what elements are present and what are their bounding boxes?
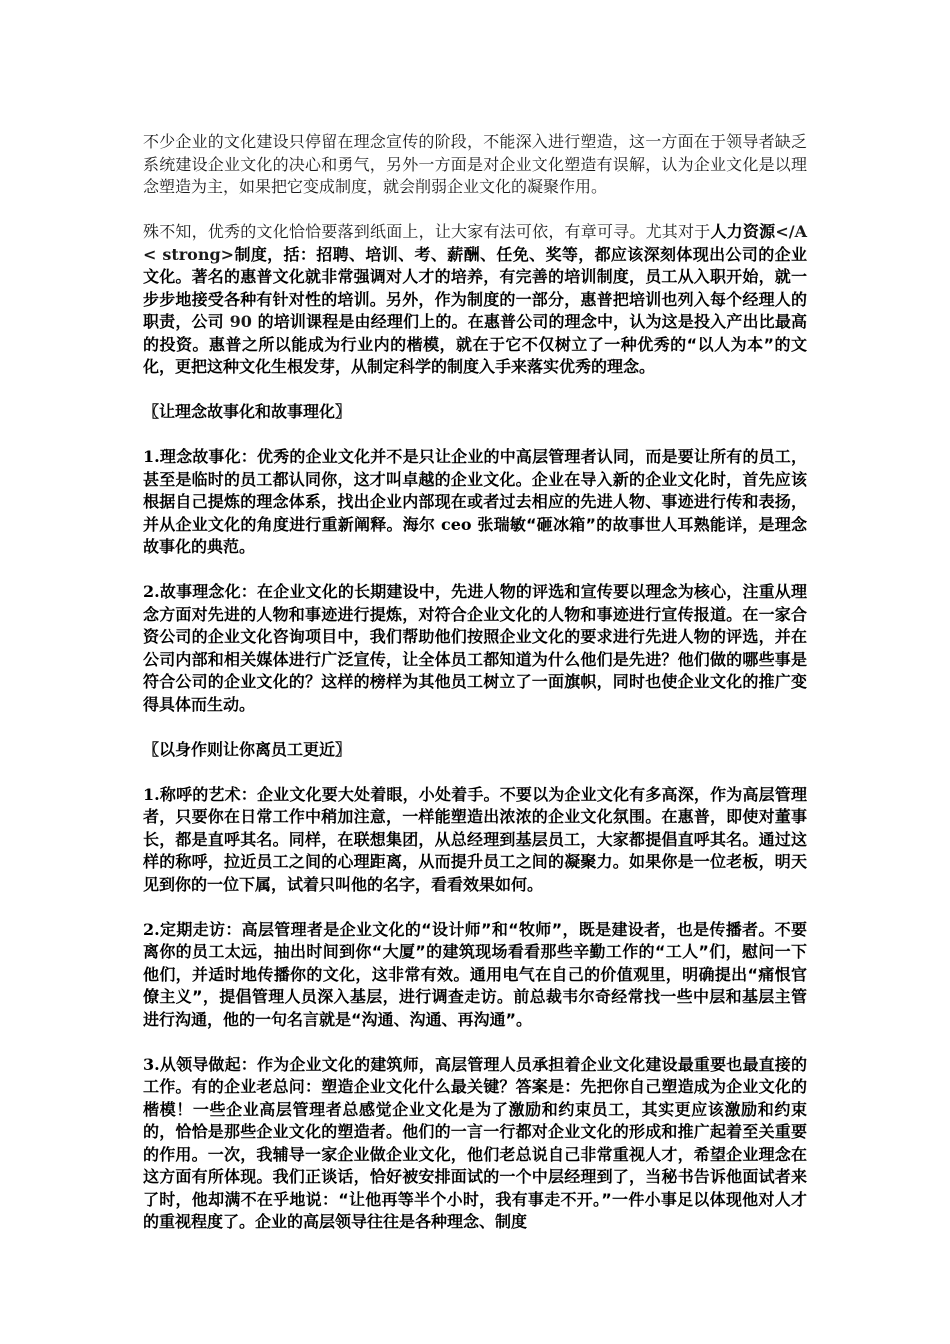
item-number: 3. xyxy=(143,1054,160,1074)
item-text-after: 张瑞敏“砸冰箱”的故事世人耳熟能详，是理念故事化的典范。 xyxy=(143,514,807,556)
section-story-concept xyxy=(143,401,807,716)
hr-keyword: 人力资源 xyxy=(710,222,776,241)
stray-markup-text: </A< strong> xyxy=(143,222,807,264)
item-text: 故事理念化：在企业文化的长期建设中，先进人物的评选和宣传要以理念为核心，注重从理念方面对先进的人物和事迹进行提炼，对符合企业文化的人物和事迹进行宣传报道。在一家合资公司的企业文化咨询项目中，我们帮助他们按照企业文化的要求进行先进人物的评选，并在公司内部和相关媒体进行广泛宣传，让全体员工都知道为什么他们是先进？他们做的哪些事是符合公司的企业文化的？这样的榜样为其他员工树立了一面旗帜，同时也使企业文化的推广变得具体而生动。 xyxy=(143,582,807,714)
list-item xyxy=(143,784,807,897)
section-lead-by-example xyxy=(143,739,807,1234)
item-text: 称呼的艺术：企业文化要大处着眼，小处着手。不要以为企业文化有多高深，作为高层管理者，只要你在日常工作中稍加注意，一样能塑造出浓浓的企业文化氛围。在惠普，即使对董事长，都是直呼其名。同样，在联想集团，从总经理到基层员工，大家都提倡直呼其名。通过这样的称呼，拉近员工之间的心理距离，从而提升员工之间的凝聚力。如果你是一位老板，明天见到你的一位下属，试着只叫他的名字，看看效果如何。 xyxy=(143,784,807,894)
item-latin: ceo xyxy=(435,514,478,534)
system-paragraph-tail: 的培训课程是由经理们上的。在惠普公司的理念中，认为这是投入产出比最高的投资。惠普之所以能成为行业内的楷模，就在于它不仅树立了一种优秀的“以人为本”的文化，更把这种文化生根发芽，从制定科学的制度入手来落实优秀的理念。 xyxy=(143,312,807,376)
section-heading: 〖以身作则让你离员工更近〗 xyxy=(143,739,352,759)
system-paragraph-body: 制度，括：招聘、培训、考、薪酬、任免、奖等，都应该深刻体现出公司的企业文化。著名的惠普文化就非常强调对人才的培养，有完善的培训制度，员工从入职开始，就一步步地接受各种有针对性的培训。另外，作为制度的一部分，惠普把培训也列入每个经理人的职责，公司 xyxy=(143,244,807,331)
section-heading: 〖让理念故事化和故事理化〗 xyxy=(143,402,352,421)
system-paragraph xyxy=(143,221,807,379)
item-text: 定期走访：高层管理者是企业文化的“设计师”和“牧师”，既是建设者，也是传播者。不要离你的员工太远，抽出时间到你“大厦”的建筑现场看看那些辛勤工作的“工人”们，慰问一下他们，并适时地传播你的文化，这非常有效。通用电气在自己的价值观里，明确提出“痛恨官僚主义”，提倡管理人员深入基层，进行调查走访。前总裁韦尔奇经常找一些中层和基层主管进行沟通，他的一句名言就是“沟通、沟通、再沟通”。 xyxy=(143,919,807,1029)
list-item xyxy=(143,446,807,559)
item-number: 2. xyxy=(143,582,160,601)
item-number: 1. xyxy=(143,784,160,804)
intro-paragraph: 不少企业的文化建设只停留在理念宣传的阶段，不能深入进行塑造，这一方面在于领导者缺乏系统建设企业文化的决心和勇气，另外一方面是对企业文化塑造有误解，认为企业文化是以理念塑造为主，如果把它变成制度，就会削弱企业文化的凝聚作用。 xyxy=(143,132,807,196)
list-item xyxy=(143,581,807,716)
item-text: 理念故事化：优秀的企业文化并不是只让企业的中高层管理者认同，而是要让所有的员工，甚至是临时的员工都认同你，这才叫卓越的企业文化。企业在导入新的企业文化时，首先应该根据自己提炼的理念体系，找出企业内部现在或者过去相应的先进人物、事迹进行传和表扬，并从企业文化的角度进行重新阐释。海尔 xyxy=(143,447,807,534)
number-90: 90 xyxy=(223,312,258,331)
item-number: 1. xyxy=(143,447,160,466)
system-paragraph-lead: 殊不知，优秀的文化恰恰要落到纸面上，让大家有法可依，有章可寻。尤其对于 xyxy=(143,222,711,241)
item-text: 从领导做起：作为企业文化的建筑师，高层管理人员承担着企业文化建设最重要也最直接的工作。有的企业老总问：塑造企业文化什么最关键？答案是：先把你自己塑造成为企业文化的楷模！一些企业高层管理者总感觉企业文化是为了激励和约束员工，其实更应该激励和约束的，恰恰是那些企业文化的塑造者。他们的一言一行都对企业文化的形成和推广起着至关重要的作用。一次，我辅导一家企业做企业文化，他们老总说自己非常重视人才，希望企业理念在这方面有所体现。我们正谈话，恰好被安排面试的一个中层经理到了，当秘书告诉他面试者来了时，他却满不在乎地说：“让他再等半个小时，我有事走不开。”一件小事足以体现他对人才的重视程度了。企业的高层领导往往是各种理念、制度 xyxy=(143,1054,807,1231)
list-item xyxy=(143,1054,807,1234)
item-number: 2. xyxy=(143,919,160,939)
document-page xyxy=(143,131,807,1256)
list-item xyxy=(143,919,807,1032)
